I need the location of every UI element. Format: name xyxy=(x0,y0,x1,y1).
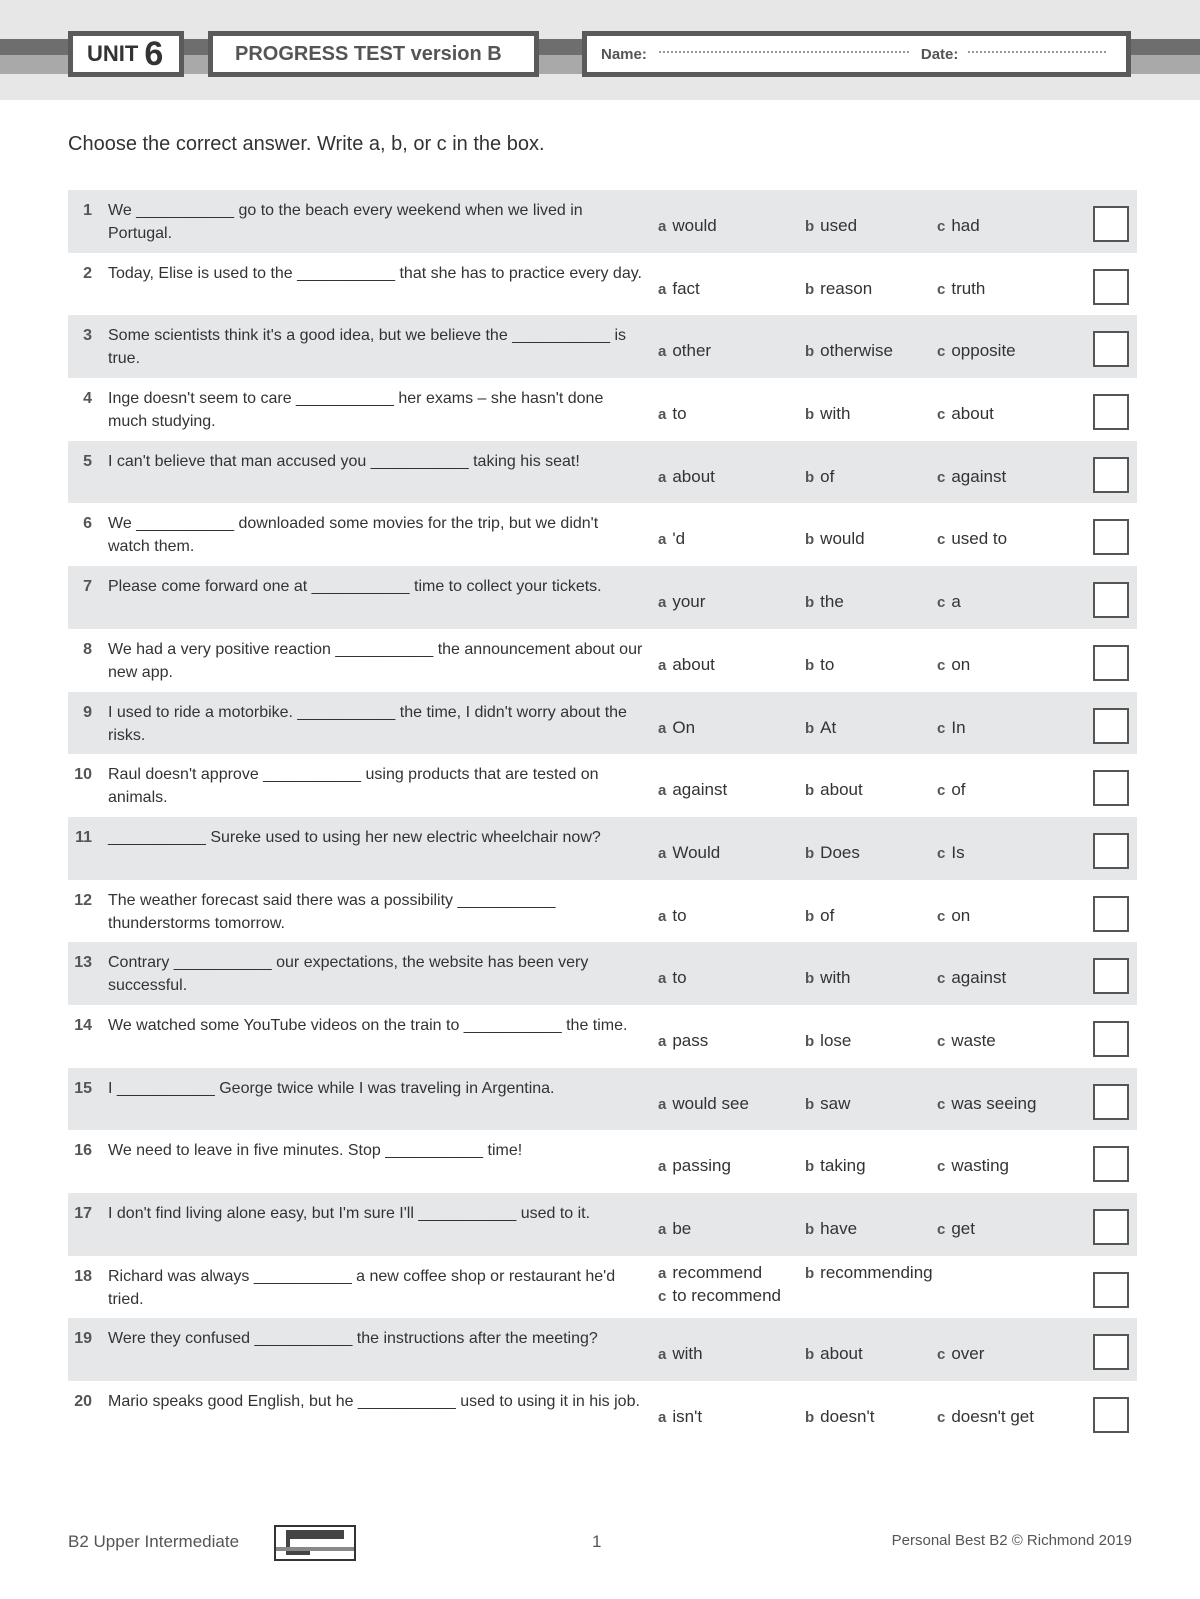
option-a-text: recommend xyxy=(672,1262,763,1282)
option-c-text: was seeing xyxy=(951,1093,1037,1113)
question-row xyxy=(68,817,1137,880)
option-letter: b xyxy=(805,594,815,612)
option-b-text: of xyxy=(820,466,835,486)
answer-box[interactable] xyxy=(1093,1084,1129,1120)
option-a[interactable] xyxy=(658,780,727,800)
option-a[interactable] xyxy=(658,1263,762,1283)
option-c[interactable] xyxy=(937,968,1006,988)
option-letter: c xyxy=(937,218,946,235)
option-letter: a xyxy=(658,1032,667,1050)
option-b[interactable] xyxy=(805,780,863,800)
option-a-text: 'd xyxy=(672,529,686,549)
option-letter: b xyxy=(805,1032,815,1050)
option-letter: b xyxy=(805,468,815,486)
option-a-text: with xyxy=(672,1344,703,1364)
option-a[interactable] xyxy=(658,843,720,863)
option-b-text: Does xyxy=(820,842,860,862)
option-letter: b xyxy=(805,1346,815,1364)
question-number: 5 xyxy=(83,452,92,470)
answer-box[interactable] xyxy=(1093,1334,1129,1370)
option-a[interactable] xyxy=(658,1156,731,1176)
option-c[interactable] xyxy=(937,1156,1009,1176)
option-c-text: a xyxy=(951,592,961,612)
question-list xyxy=(68,190,1137,1444)
option-letter: b xyxy=(805,907,815,925)
option-letter: a xyxy=(658,531,667,549)
option-b[interactable] xyxy=(805,404,850,424)
question-text: We need to leave in five minutes. Stop ___________ time! xyxy=(108,1142,523,1160)
question-text: We ___________ go to the beach every weekend when we lived in Portugal. xyxy=(108,202,583,242)
answer-box[interactable] xyxy=(1093,1272,1129,1308)
question-number: 17 xyxy=(74,1205,92,1222)
question-text: Richard was always ___________ a new coffee shop or restaurant he'd tried. xyxy=(108,1267,616,1308)
answer-box[interactable] xyxy=(1093,1146,1129,1182)
option-a-text: fact xyxy=(672,278,700,298)
option-letter: c xyxy=(937,1095,946,1113)
question-number: 10 xyxy=(74,766,92,784)
question-row xyxy=(68,253,1137,316)
option-c-text: of xyxy=(951,780,966,800)
option-c[interactable] xyxy=(937,843,965,863)
question-number: 19 xyxy=(74,1330,92,1348)
option-a[interactable] xyxy=(658,655,715,675)
question-row xyxy=(68,942,1137,1005)
option-b[interactable] xyxy=(805,592,844,612)
question-number: 16 xyxy=(74,1142,92,1160)
option-letter: a xyxy=(658,343,667,361)
option-letter: c xyxy=(937,1221,946,1238)
question-number: 6 xyxy=(83,515,92,533)
option-letter: a xyxy=(658,1346,667,1364)
option-b[interactable] xyxy=(805,1094,850,1114)
option-b[interactable] xyxy=(805,1156,866,1176)
answer-box[interactable] xyxy=(1093,331,1129,367)
question-row xyxy=(68,880,1137,943)
option-letter: c xyxy=(937,1158,946,1176)
option-letter: c xyxy=(937,1409,946,1427)
option-a[interactable] xyxy=(658,592,705,612)
answer-box[interactable] xyxy=(1093,457,1129,493)
question-text: Contrary ___________ our expectations, the website has been very successful. xyxy=(108,954,589,995)
option-c-text: waste xyxy=(951,1030,996,1050)
option-letter: c xyxy=(937,594,946,612)
question-text: Please come forward one at ___________ time to collect your tickets. xyxy=(108,578,602,596)
question-text: Raul doesn't approve ___________ using products that are tested on animals. xyxy=(108,766,599,807)
option-c[interactable] xyxy=(937,655,970,675)
option-b[interactable] xyxy=(805,279,872,299)
option-c-text: had xyxy=(951,216,980,235)
option-a-text: passing xyxy=(672,1156,731,1176)
option-letter: b xyxy=(805,1264,815,1282)
option-c-text: on xyxy=(951,905,971,925)
option-c-text: on xyxy=(951,654,971,674)
option-a[interactable] xyxy=(658,1094,749,1114)
option-letter: c xyxy=(937,531,946,549)
option-letter: b xyxy=(805,280,815,298)
question-text: Mario speaks good English, but he ___________ used to using it in his job. xyxy=(108,1393,640,1411)
question-text: I don't find living alone easy, but I'm sure I'll ___________ used to it. xyxy=(108,1205,591,1222)
option-b[interactable] xyxy=(805,718,836,738)
answer-box[interactable] xyxy=(1093,1209,1129,1245)
option-letter: b xyxy=(805,343,815,361)
option-letter: b xyxy=(805,656,815,674)
option-letter: a xyxy=(658,468,667,486)
question-row xyxy=(68,754,1137,817)
option-letter: b xyxy=(805,1221,815,1238)
answer-box[interactable] xyxy=(1093,770,1129,806)
question-row xyxy=(68,1005,1137,1068)
question-row xyxy=(68,692,1137,755)
option-c-text: doesn't get xyxy=(951,1407,1034,1427)
question-text: We ___________ downloaded some movies for the trip, but we didn't watch them. xyxy=(108,515,599,556)
question-text: Inge doesn't seem to care ___________ her exams – she hasn't done much studying. xyxy=(108,390,604,431)
question-number: 18 xyxy=(74,1267,92,1285)
footer-level: B2 Upper Intermediate xyxy=(68,1532,240,1551)
question-text: Some scientists think it's a good idea, but we believe the ___________ is true. xyxy=(108,327,627,368)
option-letter: c xyxy=(937,970,946,988)
question-number: 9 xyxy=(83,703,92,721)
name-field[interactable] xyxy=(659,51,909,53)
option-letter: a xyxy=(658,656,667,674)
option-a-text: On xyxy=(672,717,696,737)
page-number: 1 xyxy=(592,1532,602,1551)
option-b-text: to xyxy=(820,654,835,674)
option-c[interactable] xyxy=(937,1094,1036,1114)
question-row xyxy=(68,1193,1137,1256)
option-c[interactable] xyxy=(937,592,961,612)
option-letter: b xyxy=(805,1409,815,1427)
option-letter: c xyxy=(937,656,946,674)
option-c-text: opposite xyxy=(951,341,1016,361)
option-letter: a xyxy=(658,782,667,800)
option-a[interactable] xyxy=(658,906,687,926)
option-letter: a xyxy=(658,1158,667,1176)
option-letter: c xyxy=(937,468,946,486)
option-a[interactable] xyxy=(658,1031,708,1051)
option-c[interactable] xyxy=(937,1407,1034,1427)
option-a[interactable] xyxy=(658,1344,703,1364)
name-label: Name: xyxy=(601,45,647,63)
option-letter: c xyxy=(937,1346,946,1364)
option-letter: b xyxy=(805,844,815,862)
question-row xyxy=(68,1381,1137,1444)
option-letter: c xyxy=(937,406,946,424)
option-b[interactable] xyxy=(805,1344,863,1364)
answer-box[interactable] xyxy=(1093,582,1129,618)
answer-box[interactable] xyxy=(1093,833,1129,869)
option-c[interactable] xyxy=(937,1344,984,1364)
option-b-text: reason xyxy=(820,278,873,298)
option-a-text: pass xyxy=(672,1030,709,1050)
option-b[interactable] xyxy=(805,1407,874,1427)
option-b[interactable] xyxy=(805,655,834,675)
question-row xyxy=(68,1130,1137,1193)
option-a-text: isn't xyxy=(672,1407,703,1427)
option-b-text: have xyxy=(820,1219,858,1238)
option-b-text: lose xyxy=(820,1030,852,1050)
option-c[interactable] xyxy=(937,404,994,424)
option-c[interactable] xyxy=(937,780,966,800)
question-row xyxy=(68,1256,1137,1319)
question-text: ___________ Sureke used to using her new electric wheelchair now? xyxy=(108,828,601,846)
option-a[interactable] xyxy=(658,404,687,424)
answer-box[interactable] xyxy=(1093,896,1129,932)
question-text: I can't believe that man accused you ___________ taking his seat! xyxy=(108,452,580,470)
option-a-text: to xyxy=(672,968,687,988)
answer-box[interactable] xyxy=(1093,206,1129,242)
option-b-text: would xyxy=(820,529,865,549)
option-b[interactable] xyxy=(805,968,850,988)
option-b-text: with xyxy=(820,968,851,988)
option-b-text: recommending xyxy=(820,1262,933,1282)
option-c[interactable] xyxy=(937,718,966,738)
name-date-box xyxy=(582,31,1131,77)
option-letter: c xyxy=(937,782,946,800)
question-row xyxy=(68,1318,1137,1381)
question-number: 12 xyxy=(74,891,92,909)
question-row xyxy=(68,629,1137,692)
answer-box[interactable] xyxy=(1093,1021,1129,1057)
option-letter: a xyxy=(658,280,667,298)
test-title-box xyxy=(208,31,539,77)
option-letter: a xyxy=(658,1264,667,1282)
question-text: Today, Elise is used to the ___________ that she has to practice every day. xyxy=(108,264,642,282)
option-letter: c xyxy=(937,719,946,737)
question-number: 13 xyxy=(74,954,92,972)
option-c[interactable] xyxy=(937,906,970,926)
option-a[interactable] xyxy=(658,968,687,988)
option-letter: a xyxy=(658,406,667,424)
answer-box[interactable] xyxy=(1093,958,1129,994)
option-b[interactable] xyxy=(805,467,834,487)
answer-box[interactable] xyxy=(1093,645,1129,681)
answer-box[interactable] xyxy=(1093,269,1129,305)
option-b-text: taking xyxy=(820,1156,866,1176)
option-letter: a xyxy=(658,907,667,925)
option-letter: b xyxy=(805,970,815,988)
option-letter: a xyxy=(658,970,667,988)
option-c[interactable] xyxy=(658,1286,781,1306)
answer-box[interactable] xyxy=(1093,519,1129,555)
question-text: We watched some YouTube videos on the train to ___________ the time. xyxy=(108,1016,628,1034)
unit-number: 6 xyxy=(144,34,164,73)
option-letter: b xyxy=(805,719,815,737)
option-a-text: about xyxy=(672,466,715,486)
option-a[interactable] xyxy=(658,279,700,299)
question-number: 7 xyxy=(83,578,92,596)
option-b[interactable] xyxy=(805,843,860,863)
option-letter: a xyxy=(658,719,667,737)
question-number: 14 xyxy=(74,1016,92,1034)
option-c-text: used to xyxy=(951,529,1008,549)
unit-label: UNIT xyxy=(87,41,139,66)
option-b[interactable] xyxy=(805,216,857,236)
option-a-text: would xyxy=(672,216,717,235)
question-row xyxy=(68,315,1137,378)
date-label: Date: xyxy=(920,45,959,63)
option-b[interactable] xyxy=(805,1219,857,1239)
option-b-text: otherwise xyxy=(820,341,893,361)
option-a[interactable] xyxy=(658,341,711,361)
option-c[interactable] xyxy=(937,1031,996,1051)
option-b[interactable] xyxy=(805,906,834,926)
option-letter: b xyxy=(805,1095,815,1113)
option-c-text: wasting xyxy=(951,1156,1009,1176)
option-a-text: your xyxy=(672,592,706,612)
option-a[interactable] xyxy=(658,1219,691,1239)
option-c-text: over xyxy=(951,1344,985,1364)
question-text: I ___________ George twice while I was traveling in Argentina. xyxy=(108,1079,555,1097)
option-c[interactable] xyxy=(937,341,1016,361)
option-letter: b xyxy=(805,531,815,549)
option-a[interactable] xyxy=(658,216,717,236)
question-number: 1 xyxy=(83,202,92,219)
question-row xyxy=(68,190,1137,253)
question-number: 4 xyxy=(83,390,92,408)
option-letter: a xyxy=(658,1409,667,1427)
option-letter: c xyxy=(937,1032,946,1050)
option-letter: a xyxy=(658,844,667,862)
question-text: We had a very positive reaction ___________ the announcement about our new app. xyxy=(108,640,643,681)
question-number: 2 xyxy=(83,264,92,282)
question-number: 3 xyxy=(83,327,92,345)
question-text: I used to ride a motorbike. ___________ the time, I didn't worry about the risks. xyxy=(108,703,627,744)
option-c[interactable] xyxy=(937,1219,975,1239)
option-a[interactable] xyxy=(658,718,695,738)
option-letter: c xyxy=(658,1287,667,1305)
question-row xyxy=(68,1068,1137,1131)
option-a-text: to xyxy=(672,404,687,424)
option-letter: a xyxy=(658,1095,667,1113)
option-a-text: to xyxy=(672,905,687,925)
option-a-text: would see xyxy=(672,1093,749,1113)
option-letter: a xyxy=(658,218,667,235)
question-row xyxy=(68,441,1137,504)
option-c-text: to recommend xyxy=(672,1285,782,1305)
option-letter: c xyxy=(937,907,946,925)
option-c[interactable] xyxy=(937,467,1006,487)
option-letter: c xyxy=(937,280,946,298)
option-a[interactable] xyxy=(658,529,685,549)
option-c-text: against xyxy=(951,466,1007,486)
option-b-text: used xyxy=(820,216,858,235)
option-c[interactable] xyxy=(937,216,980,236)
option-a-text: Would xyxy=(672,842,721,862)
option-letter: b xyxy=(805,782,815,800)
option-b[interactable] xyxy=(805,341,893,361)
question-row xyxy=(68,503,1137,566)
date-field[interactable] xyxy=(968,51,1106,53)
personal-best-logo xyxy=(274,1525,356,1561)
answer-box[interactable] xyxy=(1093,1397,1129,1433)
question-number: 8 xyxy=(83,640,92,658)
option-b[interactable] xyxy=(805,1031,851,1051)
question-text: Were they confused ___________ the instructions after the meeting? xyxy=(108,1330,598,1348)
option-a-text: about xyxy=(672,654,715,674)
answer-box[interactable] xyxy=(1093,708,1129,744)
option-b-text: saw xyxy=(820,1093,851,1113)
option-c-text: about xyxy=(951,404,994,424)
option-a-text: be xyxy=(672,1219,692,1238)
option-letter: c xyxy=(937,343,946,361)
option-b-text: about xyxy=(820,780,863,800)
option-b[interactable] xyxy=(805,529,865,549)
footer-copyright: Personal Best B2 © Richmond 2019 xyxy=(891,1532,1132,1549)
option-c-text: against xyxy=(951,968,1007,988)
option-c[interactable] xyxy=(937,529,1007,549)
option-a[interactable] xyxy=(658,467,715,487)
question-row xyxy=(68,378,1137,441)
option-letter: b xyxy=(805,406,815,424)
option-b-text: of xyxy=(820,905,835,925)
option-letter: c xyxy=(937,844,946,862)
option-c[interactable] xyxy=(937,279,985,299)
answer-box[interactable] xyxy=(1093,394,1129,430)
instruction: Choose the correct answer. Write a, b, or c in the box. xyxy=(68,133,545,155)
option-a-text: against xyxy=(672,780,728,800)
option-letter: a xyxy=(658,1221,667,1238)
question-row xyxy=(68,566,1137,629)
option-c-text: get xyxy=(951,1219,975,1238)
option-b-text: the xyxy=(820,592,844,612)
option-c-text: truth xyxy=(951,278,986,298)
option-b-text: with xyxy=(820,404,851,424)
option-a-text: other xyxy=(672,341,712,361)
option-b[interactable] xyxy=(805,1263,933,1283)
question-number: 15 xyxy=(74,1079,92,1097)
option-b-text: At xyxy=(820,717,837,737)
option-b-text: about xyxy=(820,1344,863,1364)
test-title: PROGRESS TEST version B xyxy=(235,42,502,65)
question-number: 20 xyxy=(74,1393,92,1411)
unit-badge xyxy=(68,31,184,77)
option-c-text: In xyxy=(951,717,966,737)
option-a[interactable] xyxy=(658,1407,702,1427)
option-letter: b xyxy=(805,1158,815,1176)
option-b-text: doesn't xyxy=(820,1407,875,1427)
option-c-text: Is xyxy=(951,842,965,862)
option-letter: a xyxy=(658,594,667,612)
question-text: The weather forecast said there was a possibility ___________ thunderstorms tomorrow. xyxy=(108,891,556,932)
option-letter: b xyxy=(805,218,815,235)
question-number: 11 xyxy=(75,828,92,846)
